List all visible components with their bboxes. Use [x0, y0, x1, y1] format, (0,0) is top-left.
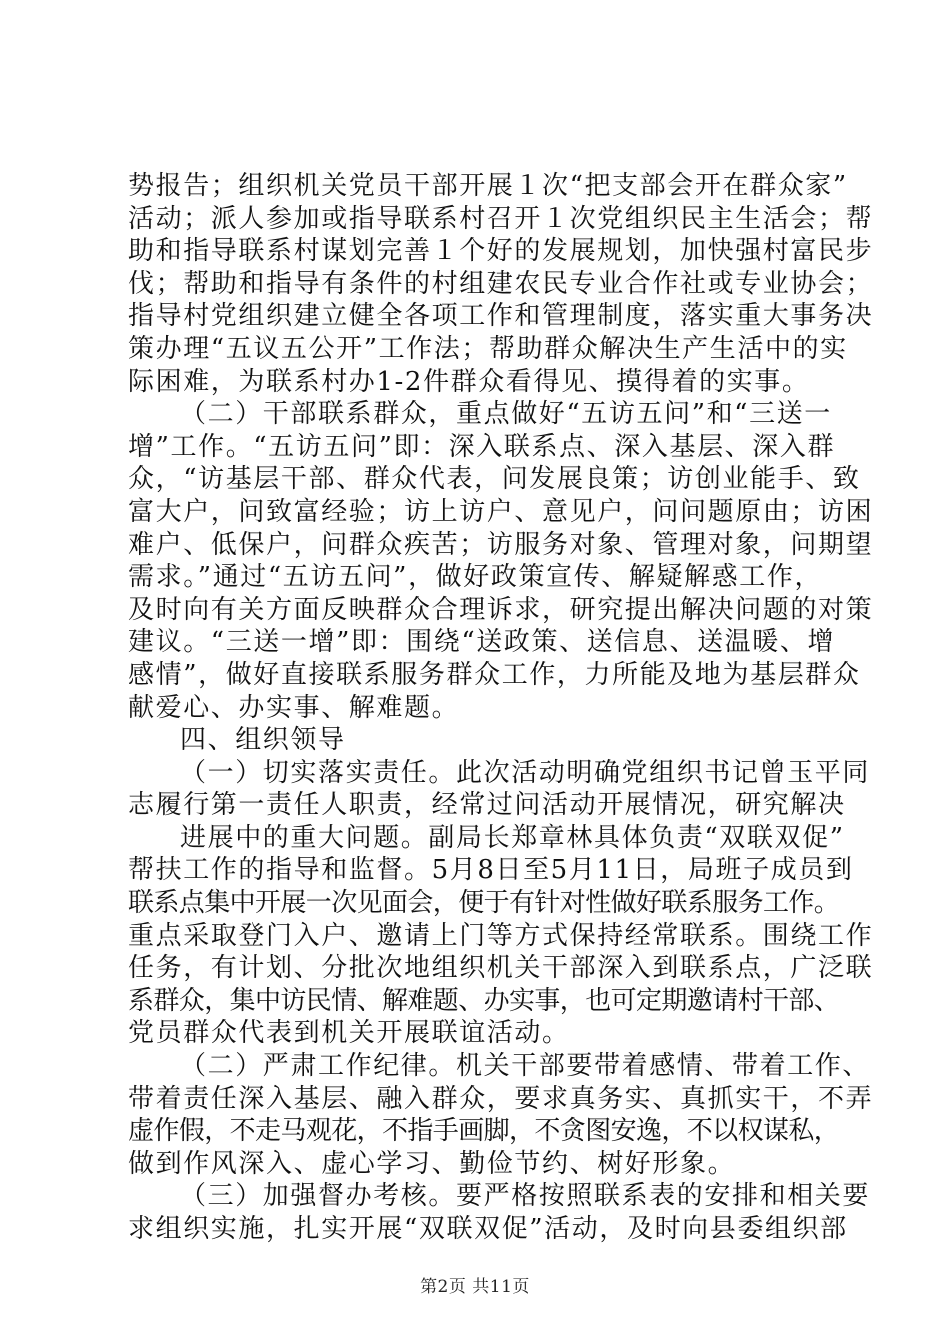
text-line: 指导村党组织建立健全各项工作和管理制度，落实重大事务决	[128, 301, 874, 332]
text-line: 众，“访基层干部、群众代表，问发展良策；访创业能手、致	[128, 464, 861, 495]
page-number-footer: 第2页 共11页	[420, 1277, 530, 1297]
text-line: 活动；派人参加或指导联系村召开１次党组织民主生活会；帮	[128, 203, 874, 234]
text-line: 势报告；组织机关党员干部开展１次“把支部会开在群众家”	[128, 171, 848, 201]
text-line: 党员群众代表到机关开展联谊活动。	[128, 1018, 570, 1049]
paragraph-start-line: （二）严肃工作纪律。机关干部要带着感情、带着工作、	[180, 1051, 871, 1082]
paragraph-start-line: （一）切实落实责任。此次活动明确党组织书记曾玉平同	[180, 757, 871, 788]
section-heading: 四、组织领导	[180, 725, 346, 756]
paragraph-start-line: （三）加强督办考核。要严格按照联系表的安排和相关要	[180, 1181, 871, 1212]
text-line: 献爱心、办实事、解难题。	[128, 692, 460, 723]
text-line: 联系点集中开展一次见面会，便于有针对性做好联系服务工作。	[128, 888, 840, 919]
text-line: 系群众，集中访民情、解难题、办实事，也可定期邀请村干部、	[128, 985, 840, 1016]
text-line: 伐；帮助和指导有条件的村组建农民专业合作社或专业协会；	[128, 268, 874, 299]
text-line: 难户、低保户，问群众疾苦；访服务对象、管理对象，问期望	[128, 529, 874, 560]
text-line: 际困难，为联系村办1-2件群众看得见、摸得着的实事。	[128, 366, 810, 397]
text-line: 志履行第一责任人职责，经常过问活动开展情况，研究解决	[128, 790, 846, 821]
text-line: 富大户，问致富经验；访上访户、意见户，问问题原由；访困	[128, 496, 874, 527]
text-line: 建议。“三送一增”即：围绕“送政策、送信息、送温暖、增	[128, 627, 836, 658]
text-line: 虚作假，不走马观花，不指手画脚，不贪图安逸，不以权谋私，	[128, 1116, 840, 1147]
paragraph-start-line: （二）干部联系群众，重点做好“五访五问”和“三送一	[180, 399, 832, 430]
document-body	[128, 170, 874, 1246]
text-line: 策办理“五议五公开”工作法；帮助群众解决生产生活中的实	[128, 333, 848, 364]
text-line: 求组织实施，扎实开展“双联双促”活动，及时向县委组织部	[128, 1214, 848, 1244]
text-line: 增”工作。“五访五问”即：深入联系点、深入基层、深入群	[128, 431, 836, 462]
text-line: 帮扶工作的指导和监督。5月8日至5月11日，局班子成员到	[128, 855, 854, 886]
text-line: 感情”，做好直接联系服务群众工作，力所能及地为基层群众	[128, 659, 861, 690]
text-line: 重点采取登门入户、邀请上门等方式保持经常联系。围绕工作	[128, 920, 874, 951]
text-line: 助和指导联系村谋划完善１个好的发展规划，加快强村富民步	[128, 236, 874, 267]
text-line: 做到作风深入、虚心学习、勤俭节约、树好形象。	[128, 1148, 736, 1179]
text-line: 及时向有关方面反映群众合理诉求，研究提出解决问题的对策	[128, 594, 874, 625]
text-line: 带着责任深入基层、融入群众，要求真务实、真抓实干，不弄	[128, 1083, 874, 1114]
text-line: 任务，有计划、分批次地组织机关干部深入到联系点，广泛联	[128, 953, 874, 984]
text-line: 需求。”通过“五访五问”，做好政策宣传、解疑解惑工作，	[128, 562, 823, 593]
text-line: 进展中的重大问题。副局长郑章林具体负责“双联双促”	[180, 822, 845, 853]
